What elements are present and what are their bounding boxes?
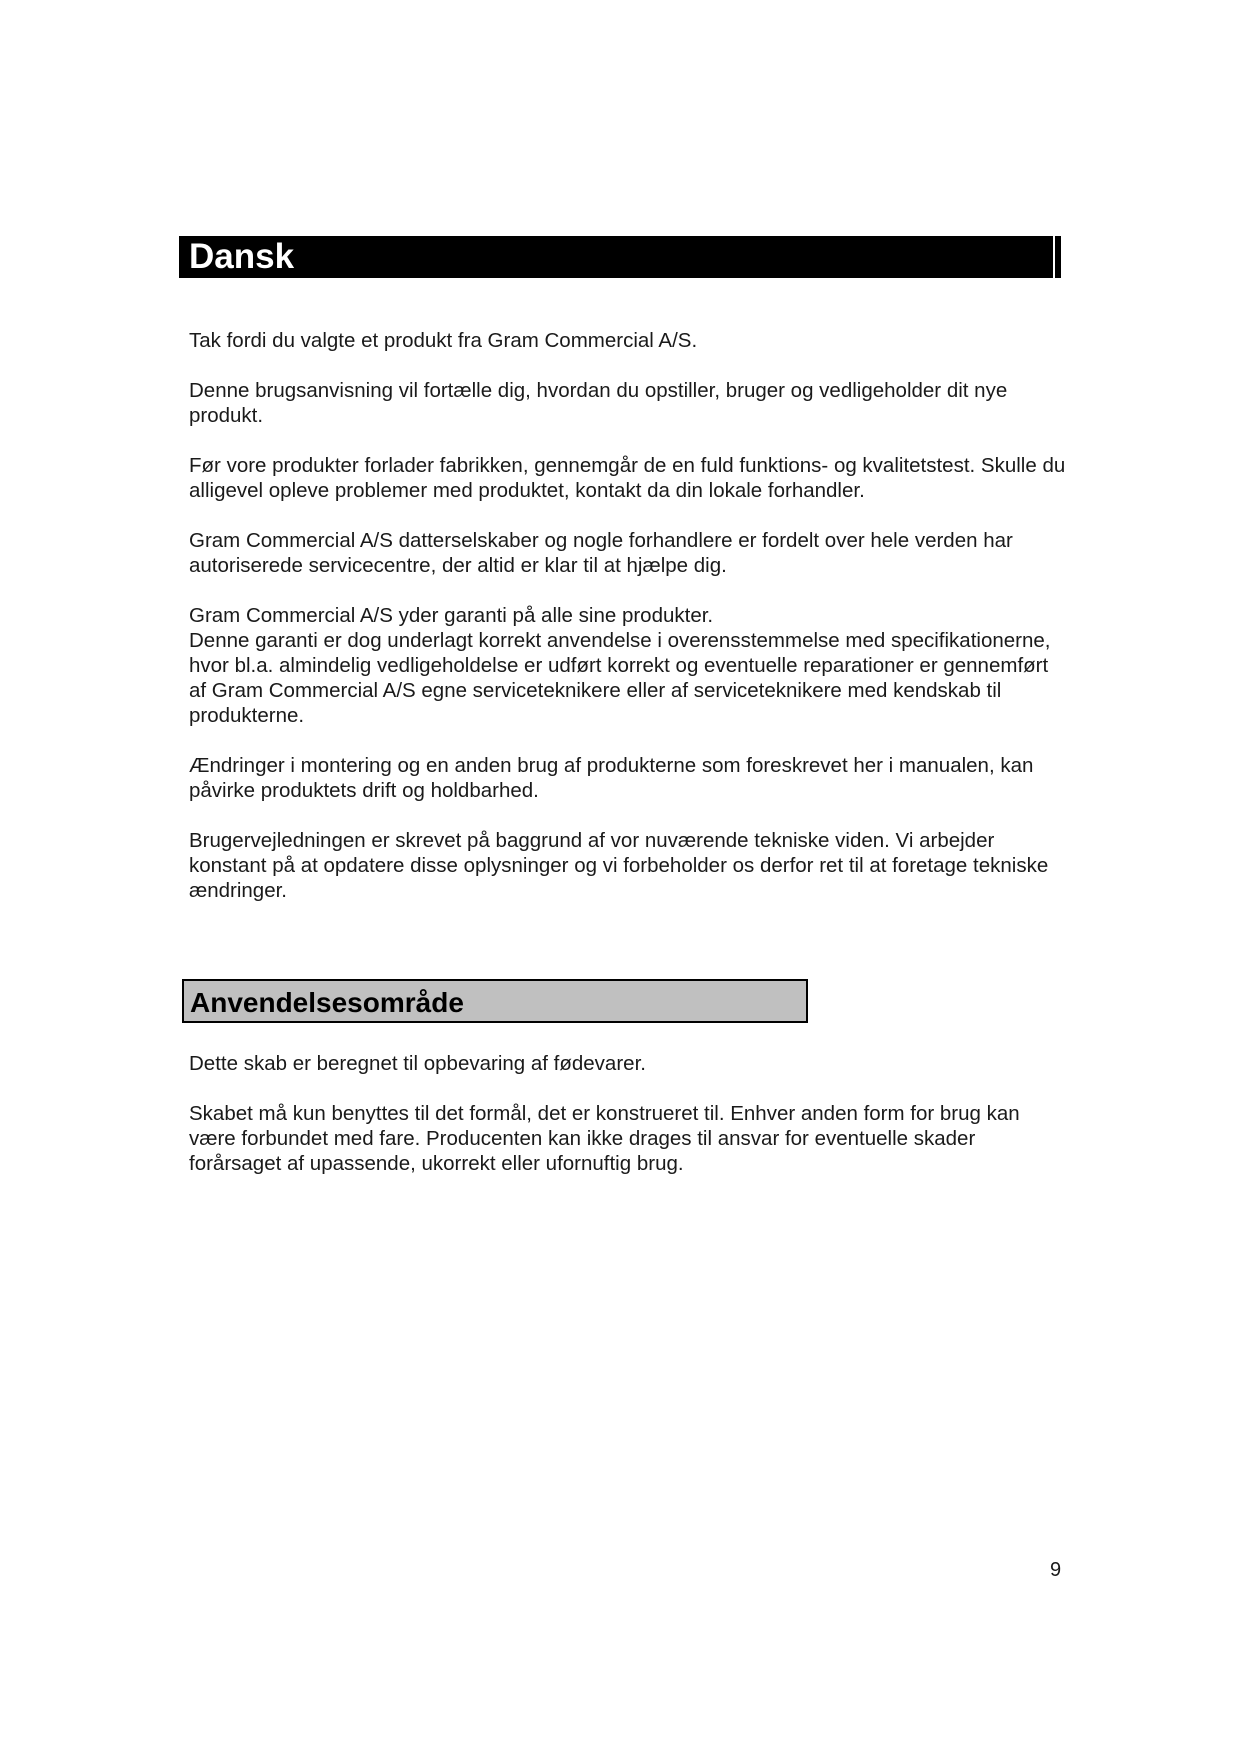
- section-title: Dansk: [189, 237, 295, 276]
- header-edge-divider: [1053, 236, 1055, 278]
- paragraph-manual-purpose: Denne brugsanvisning vil fortælle dig, hvordan du opstiller, bruger og vedligeholder dit nye produkt.: [189, 379, 1008, 427]
- paragraph-modifications: Ændringer i montering og en anden brug af produkterne som foreskrevet her i manualen, kan påvirke produktets drift og holdbarhed.: [189, 754, 1034, 802]
- paragraph-thanks: Tak fordi du valgte et produkt fra Gram Commercial A/S.: [189, 329, 698, 352]
- paragraph-quality-test: Før vore produkter forlader fabrikken, gennemgår de en fuld funktions- og kvalitetstest. Skulle du alligevel opleve problemer med produktet, kontakt da din lokale forhandler.: [189, 454, 1066, 502]
- usage-section-header: [182, 979, 808, 1023]
- paragraph-warranty-conditions: Denne garanti er dog underlagt korrekt anvendelse i overensstemmelse med specifikationerne, hvor bl.a. almindelig vedligeholdelse er udført korrekt og eventuelle reparationer er gennemført af Gram Commercial A/S egne serviceteknikere eller af serviceteknikere med kendskab til produkterne.: [189, 629, 1051, 727]
- intro-text: [189, 328, 1069, 928]
- page-number: 9: [1050, 1559, 1062, 1581]
- language-section-header: [179, 236, 1061, 278]
- paragraph-food-storage: Dette skab er beregnet til opbevaring af fødevarer.: [189, 1052, 646, 1075]
- usage-section-title: Anvendelsesområde: [190, 987, 464, 1018]
- paragraph-warranty: Gram Commercial A/S yder garanti på alle sine produkter.: [189, 604, 714, 627]
- paragraph-intended-use: Skabet må kun benyttes til det formål, det er konstrueret til. Enhver anden form for brug kan være forbundet med fare. Producenten kan ikke drages til ansvar for eventuelle skader forårsaget af upassende, ukorrekt eller ufornuftig brug.: [189, 1102, 1020, 1175]
- paragraph-technical-changes: Brugervejledningen er skrevet på baggrund af vor nuværende tekniske viden. Vi arbejder konstant på at opdatere disse oplysninger og vi forbeholder os derfor ret til at foretage tekniske ændringer.: [189, 829, 1049, 902]
- usage-text: [189, 1051, 1069, 1201]
- paragraph-service-centres: Gram Commercial A/S datterselskaber og nogle forhandlere er fordelt over hele verden har autoriserede servicecentre, der altid er klar til at hjælpe dig.: [189, 529, 1013, 577]
